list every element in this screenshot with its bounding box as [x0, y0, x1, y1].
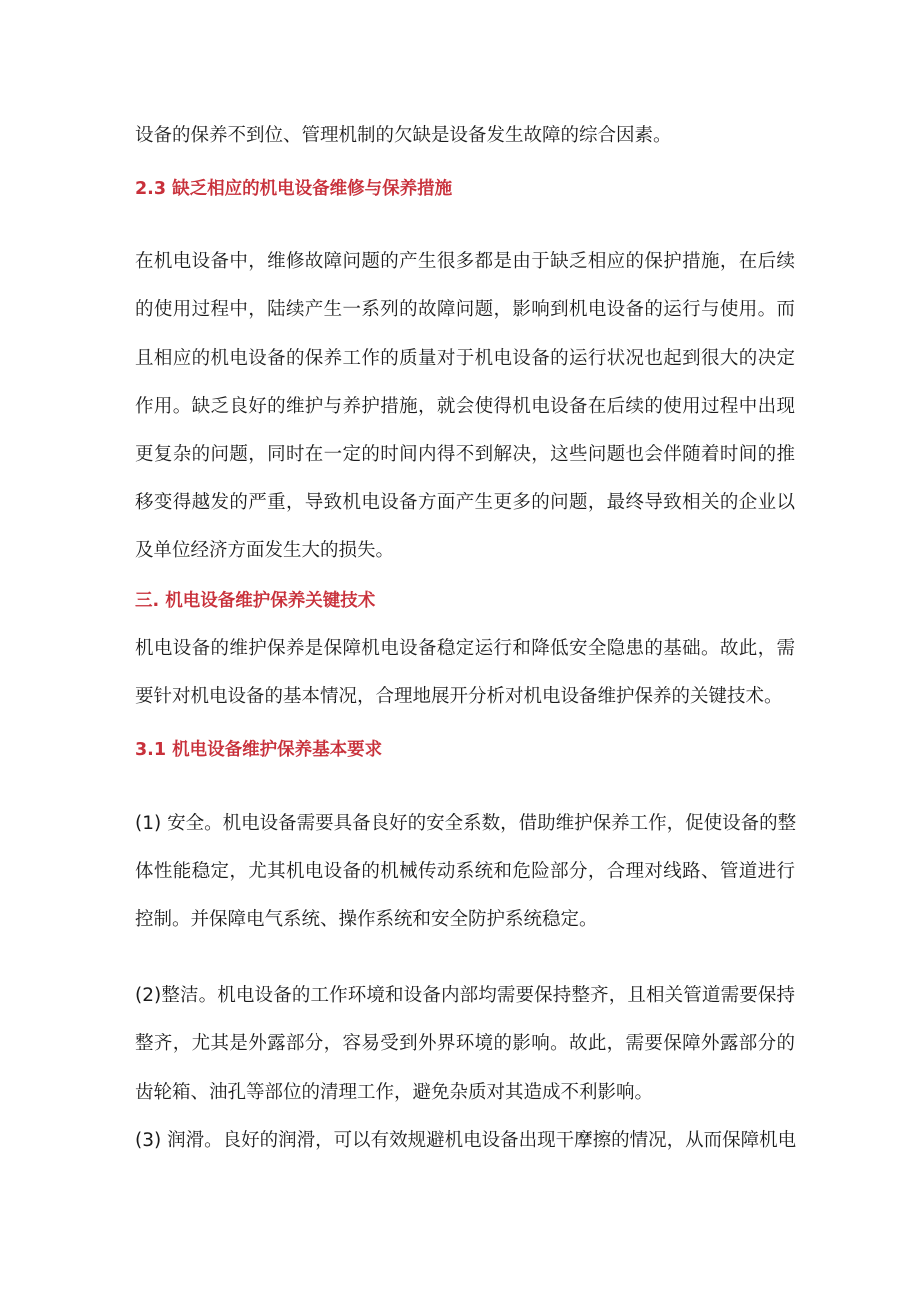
- paragraph-line: 及单位经济方面发生大的损失。: [135, 540, 395, 561]
- paragraph-line: 设备的保养不到位、管理机制的欠缺是设备发生故障的综合因素。: [135, 125, 672, 146]
- section-heading-3: 三. 机电设备维护保养关键技术: [135, 591, 376, 611]
- list-item-line: 齿轮箱、油孔等部位的清理工作，避免杂质对其造成不利影响。: [135, 1082, 654, 1103]
- paragraph-line: 机电设备的维护保养是保障机电设备稳定运行和降低安全隐患的基础。故此，需: [135, 638, 795, 659]
- list-item-line: (3) 润滑。良好的润滑，可以有效规避机电设备出现干摩擦的情况，从而保障机电: [135, 1130, 797, 1151]
- section-heading-2-3: 2.3 缺乏相应的机电设备维修与保养措施: [135, 179, 453, 199]
- paragraph-line: 且相应的机电设备的保养工作的质量对于机电设备的运行状况也起到很大的决定: [135, 348, 795, 369]
- paragraph-line: 更复杂的问题，同时在一定的时间内得不到解决，这些问题也会伴随着时间的推: [135, 444, 795, 465]
- list-item-line: 整齐，尤其是外露部分，容易受到外界环境的影响。故此，需要保障外露部分的: [135, 1033, 795, 1054]
- list-item-line: 控制。并保障电气系统、操作系统和安全防护系统稳定。: [135, 909, 598, 930]
- list-item-line: (2)整洁。机电设备的工作环境和设备内部均需要保持整齐，且相关管道需要保持: [135, 985, 795, 1006]
- paragraph-line: 在机电设备中，维修故障问题的产生很多都是由于缺乏相应的保护措施，在后续: [135, 251, 795, 272]
- list-item-line: 体性能稳定，尤其机电设备的机械传动系统和危险部分，合理对线路、管道进行: [135, 861, 795, 882]
- paragraph-line: 的使用过程中，陆续产生一系列的故障问题，影响到机电设备的运行与使用。而: [135, 299, 795, 320]
- list-item-line: (1) 安全。机电设备需要具备良好的安全系数，借助维护保养工作，促使设备的整: [135, 813, 797, 834]
- section-heading-3-1: 3.1 机电设备维护保养基本要求: [135, 740, 383, 760]
- paragraph-line: 作用。缺乏良好的维护与养护措施，就会使得机电设备在后续的使用过程中出现: [135, 396, 795, 417]
- paragraph-line: 要针对机电设备的基本情况，合理地展开分析对机电设备维护保养的关键技术。: [135, 686, 783, 707]
- paragraph-line: 移变得越发的严重，导致机电设备方面产生更多的问题，最终导致相关的企业以: [135, 492, 795, 513]
